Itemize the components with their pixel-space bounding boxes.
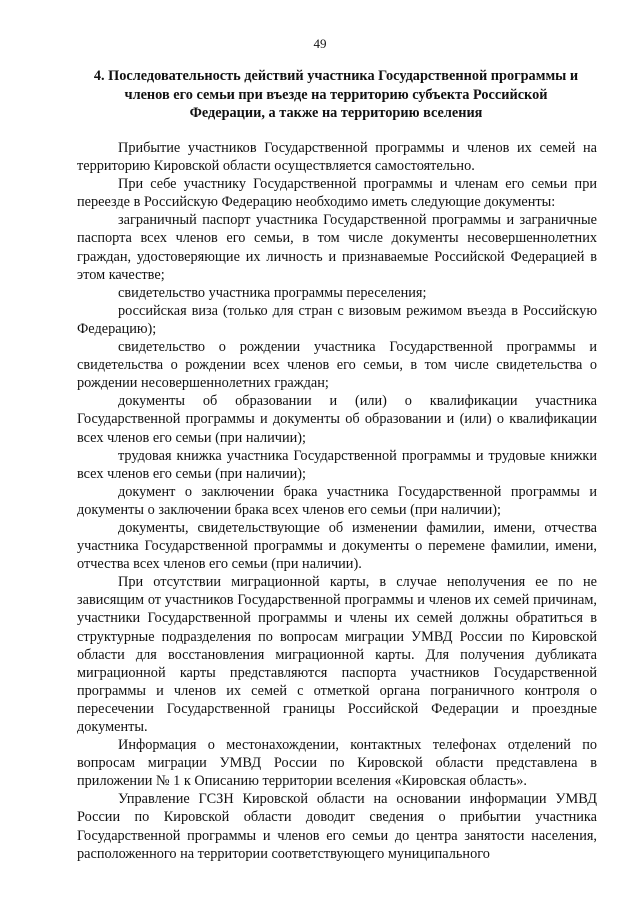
paragraph: документы об образовании и (или) о квалификации участника Государственной программы и документы об образовании и (или) о квалификации всех членов его семьи (при наличии); <box>77 393 597 446</box>
paragraph: свидетельство участника программы переселения; <box>118 284 427 301</box>
paragraph: При себе участнику Государственной программы и членам его семьи при переезде в Российскую Федерацию необходимо иметь следующие документы: <box>77 176 597 211</box>
section-heading: 4. Последовательность действий участника Государственной программы и членов его семьи при въезде на территорию субъекта Российской Федерации, а также на территорию вселения <box>93 68 579 121</box>
paragraph: Управление ГСЗН Кировской области на основании информации УМВД России по Кировской области доводит сведения о прибытии участника Государственной программы и членов его семьи до центра занятости населения, расположенного на территории соответствующего муниципального <box>77 791 597 862</box>
paragraph: документы, свидетельствующие об изменении фамилии, имени, отчества участника Государственной программы и документы о перемене фамилии, имени, отчества всех членов его семьи (при наличии). <box>77 519 597 573</box>
paragraph: трудовая книжка участника Государственной программы и трудовые книжки всех членов его семьи (при наличии); <box>77 447 597 482</box>
body-text <box>77 139 597 863</box>
paragraph: документ о заключении брака участника Государственной программы и документы о заключении брака всех членов его семьи (при наличии); <box>77 483 597 518</box>
paragraph: заграничный паспорт участника Государственной программы и заграничные паспорта всех членов его семьи, в том числе документы несовершеннолетних граждан, удостоверяющие их личность и признаваемые Российской Федерацией в этом качестве; <box>77 212 597 283</box>
paragraph: При отсутствии миграционной карты, в случае неполучения ее по не зависящим от участников Государственной программы и членов их семей причинам, участники Государственной программы и члены их семей должны обратиться в структурные подразделения по вопросам миграции УМВД России по Кировской области для восстановления миграционной карты. Для получения дубликата миграционной карты представляются паспорта участников Государственной программы и членов их семей с отметкой органа пограничного контроля о пересечении Государственной границы Российской Федерации и проездные документы. <box>77 574 597 735</box>
paragraph: российская виза (только для стран с визовым режимом въезда в Российскую Федерацию); <box>77 302 597 337</box>
paragraph: свидетельство о рождении участника Государственной программы и свидетельства о рождении всех членов его семьи, в том числе свидетельства о рождении несовершеннолетних граждан; <box>77 339 597 392</box>
paragraph: Прибытие участников Государственной программы и членов их семей на территорию Кировской области осуществляется самостоятельно. <box>77 140 597 175</box>
paragraph: Информация о местонахождении, контактных телефонах отделений по вопросам миграции УМВД России по Кировской области представлена в приложении № 1 к Описанию территории вселения «Кировская область». <box>77 737 597 790</box>
page-number: 49 <box>313 36 327 51</box>
